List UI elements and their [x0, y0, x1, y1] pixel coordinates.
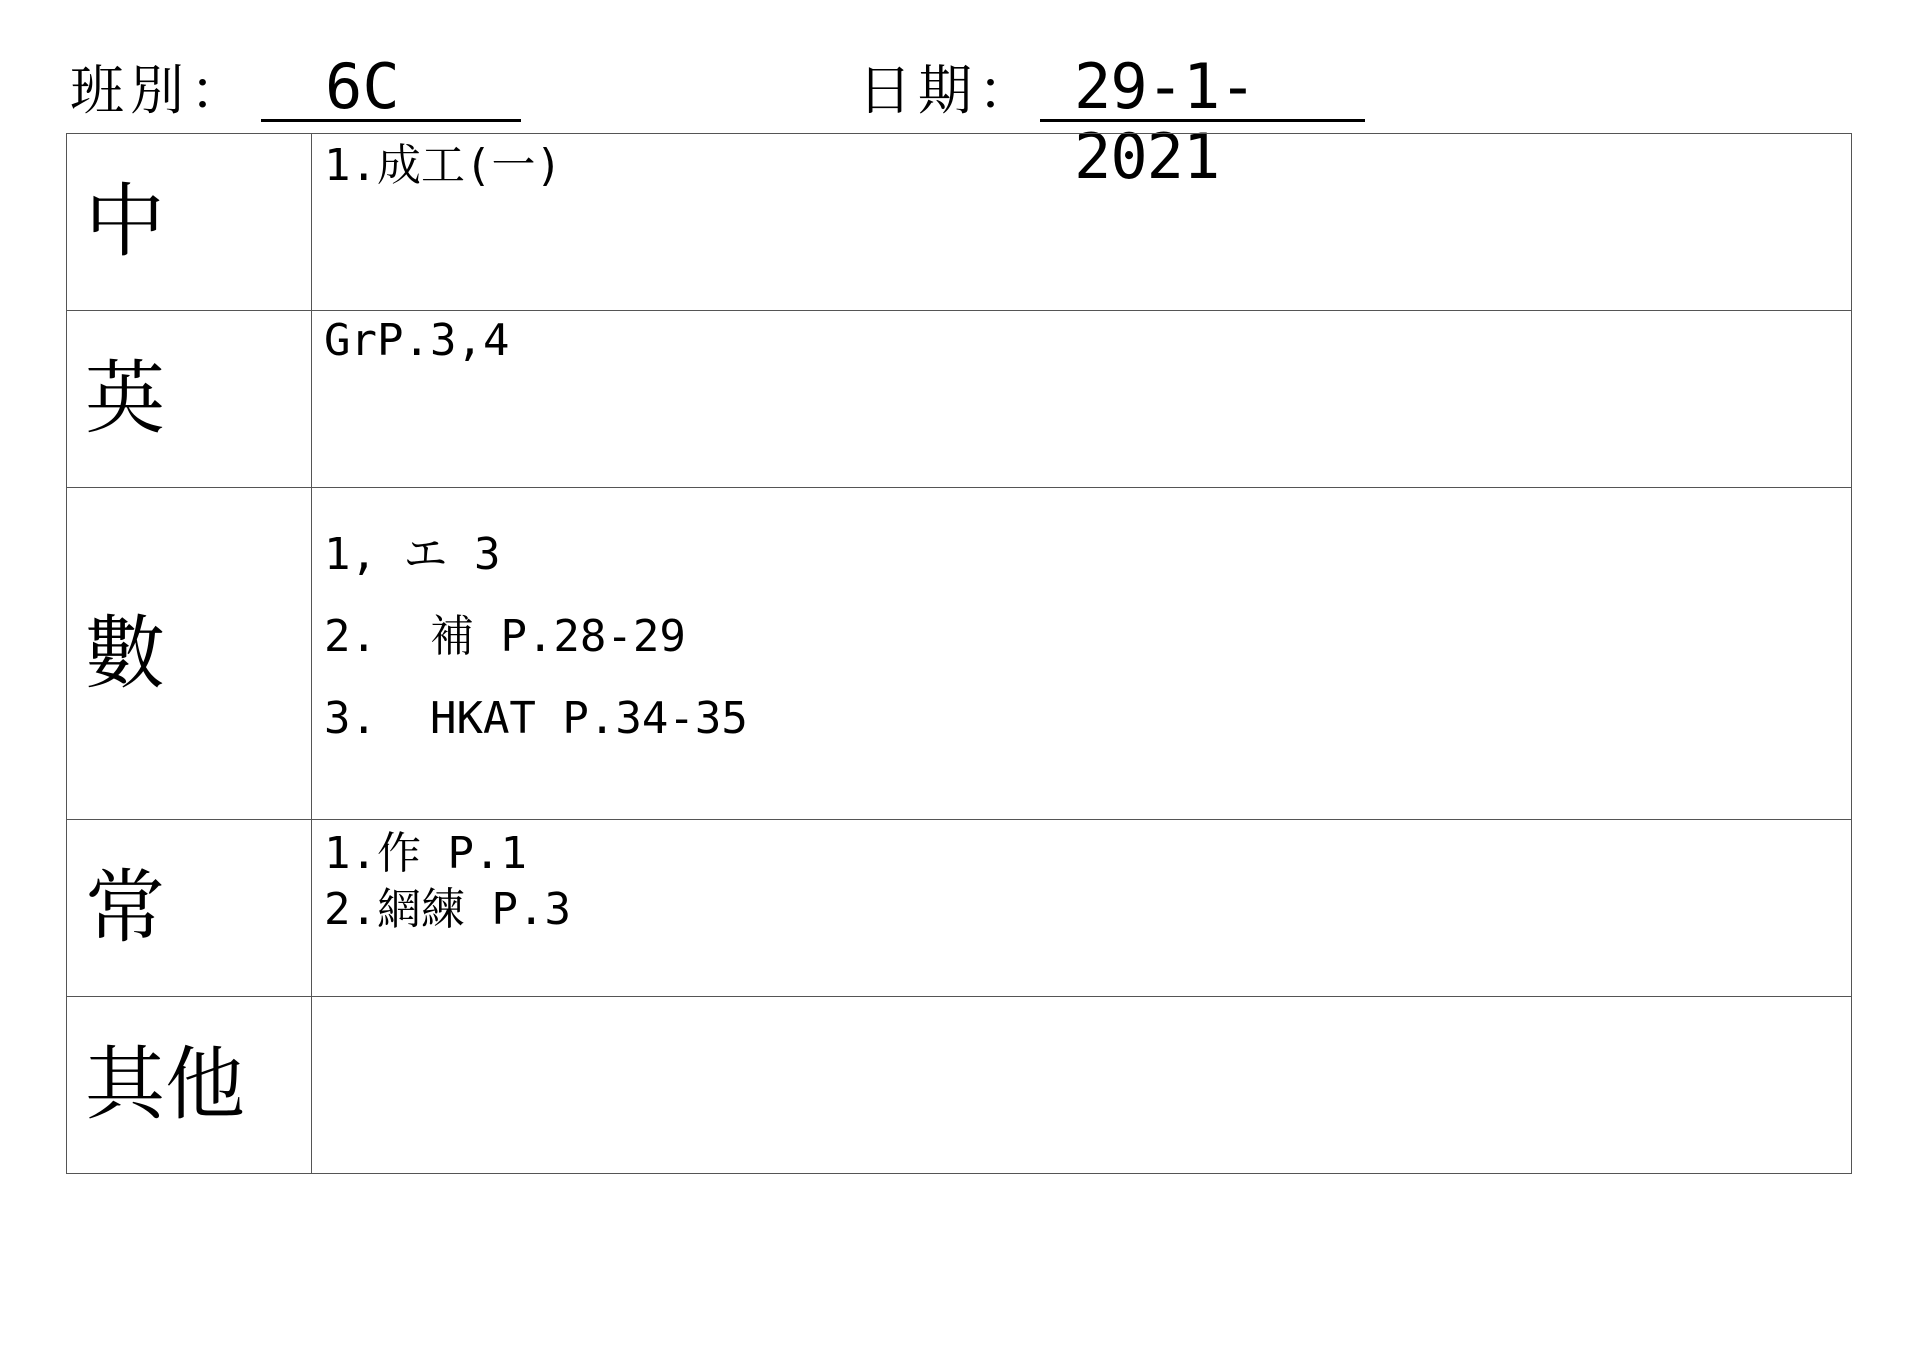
- table-row-math: [67, 488, 1852, 820]
- table-row-others: [67, 997, 1852, 1174]
- content-english: [312, 311, 1852, 488]
- content-math: [312, 488, 1852, 820]
- homework-line: 1, エ 3: [324, 529, 501, 580]
- homework-line: 1.成工(一): [324, 140, 562, 191]
- date-label: 日期：: [858, 59, 1038, 122]
- homework-line: 2. 補 P.28-29: [324, 611, 686, 662]
- date-value: 29-1-2021: [1040, 52, 1365, 122]
- class-label: 班別：: [70, 59, 250, 122]
- homework-table: [66, 133, 1852, 1174]
- subject-chinese: 中: [67, 134, 312, 311]
- subject-math: 數: [67, 488, 312, 820]
- homework-line: GrP.3,4: [324, 315, 510, 366]
- homework-line: 2.網練 P.3: [324, 884, 571, 935]
- subject-general-studies: 常: [67, 820, 312, 997]
- homework-line: 3. HKAT P.34-35: [324, 693, 748, 744]
- subject-others: 其他: [67, 997, 312, 1174]
- homework-line: 1.作 P.1: [324, 828, 527, 879]
- content-chinese: [312, 134, 1852, 311]
- table-row-english: [67, 311, 1852, 488]
- table-row-chinese: [67, 134, 1852, 311]
- class-value: 6C: [261, 52, 521, 122]
- content-general-studies: [312, 820, 1852, 997]
- subject-english: 英: [67, 311, 312, 488]
- content-others: [312, 997, 1852, 1174]
- table-row-general-studies: [67, 820, 1852, 997]
